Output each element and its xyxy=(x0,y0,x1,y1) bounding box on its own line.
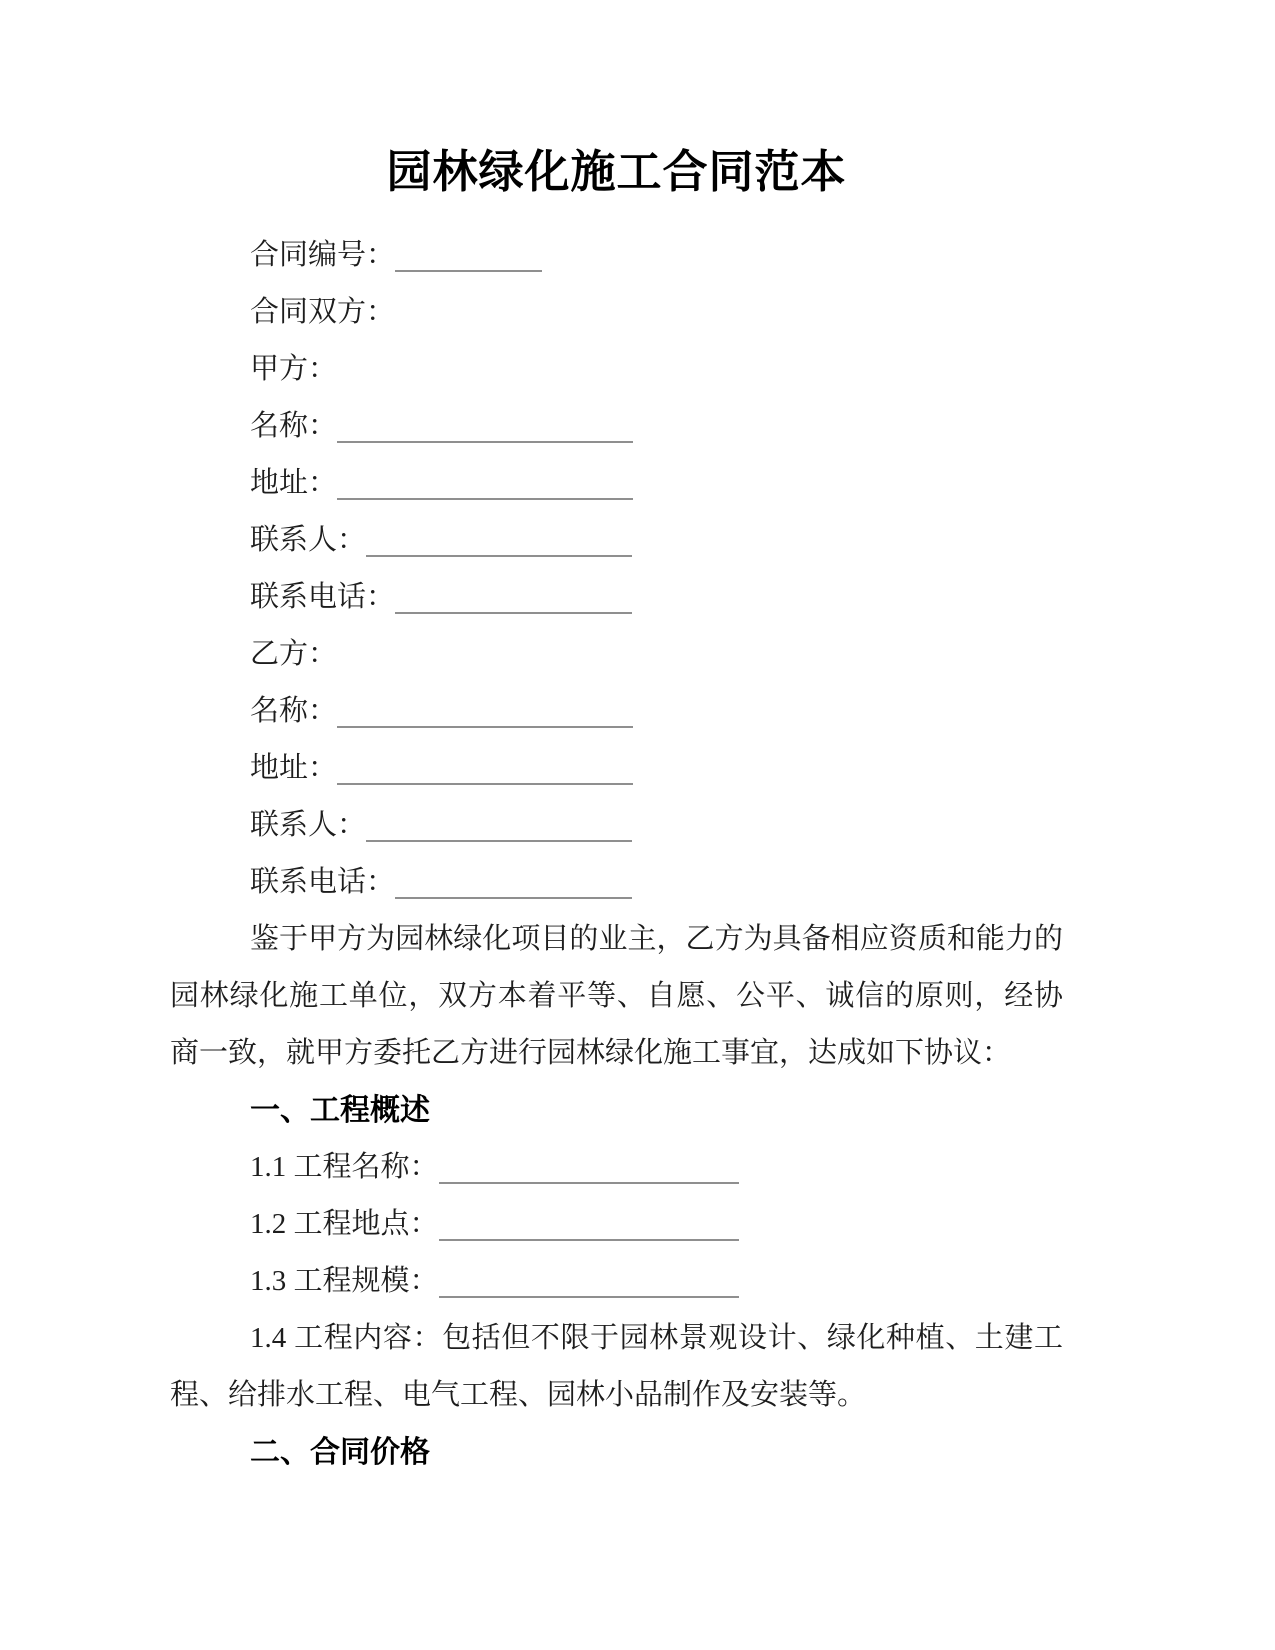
item-1-1-label: 1.1 工程名称： xyxy=(250,1151,439,1183)
field-party-b xyxy=(170,626,1063,683)
item-1-4-text: 程、给排水工程、电气工程、园林小品制作及安装等。 xyxy=(170,1379,867,1411)
blank-underline xyxy=(337,498,633,500)
preamble-text: 园林绿化施工单位，双方本着平等、自愿、公平、诚信的原则，经协 xyxy=(170,980,1063,1012)
section-2-heading-row xyxy=(170,1424,1063,1481)
section-1-heading-row xyxy=(170,1082,1063,1139)
contract-parties-label: 合同双方： xyxy=(250,296,396,328)
item-1-3-project-scale xyxy=(170,1253,1063,1310)
field-party-a-phone xyxy=(170,569,1063,626)
party-a-address-label: 地址： xyxy=(250,467,338,499)
party-a-phone-label: 联系电话： xyxy=(250,581,396,613)
field-party-b-phone xyxy=(170,854,1063,911)
party-b-name-label: 名称： xyxy=(250,695,338,727)
blank-underline xyxy=(337,441,633,443)
blank-underline xyxy=(366,840,632,842)
field-contract-number xyxy=(170,227,1063,284)
blank-underline xyxy=(439,1182,739,1184)
party-a-name-label: 名称： xyxy=(250,410,338,442)
field-party-b-address xyxy=(170,740,1063,797)
field-party-b-name xyxy=(170,683,1063,740)
field-party-a-name xyxy=(170,398,1063,455)
party-b-contact-label: 联系人： xyxy=(250,809,367,841)
item-1-2-label: 1.2 工程地点： xyxy=(250,1208,439,1240)
item-1-3-label: 1.3 工程规模： xyxy=(250,1265,439,1297)
field-party-a-address xyxy=(170,455,1063,512)
blank-underline xyxy=(337,783,633,785)
item-1-2-project-location xyxy=(170,1196,1063,1253)
party-a-contact-label: 联系人： xyxy=(250,524,367,556)
preamble-text: 鉴于甲方为园林绿化项目的业主，乙方为具备相应资质和能力的 xyxy=(250,923,1063,955)
party-b-address-label: 地址： xyxy=(250,752,338,784)
preamble-line-1 xyxy=(170,911,1063,968)
document-title: 园林绿化施工合同范本 xyxy=(386,147,847,197)
section-2-heading: 二、合同价格 xyxy=(250,1436,430,1469)
preamble-line-2 xyxy=(170,968,1063,1025)
field-contract-parties xyxy=(170,284,1063,341)
blank-underline xyxy=(439,1239,739,1241)
field-party-a-contact xyxy=(170,512,1063,569)
party-a-label: 甲方： xyxy=(250,353,338,385)
item-1-4-text: 1.4 工程内容：包括但不限于园林景观设计、绿化种植、土建工 xyxy=(250,1322,1063,1354)
blank-underline xyxy=(395,270,542,272)
item-1-4-project-content-line-2 xyxy=(170,1367,1063,1424)
preamble-line-3 xyxy=(170,1025,1063,1082)
blank-underline xyxy=(395,897,632,899)
preamble-text: 商一致，就甲方委托乙方进行园林绿化施工事宜，达成如下协议： xyxy=(170,1037,1012,1069)
party-b-label: 乙方： xyxy=(250,638,338,670)
blank-underline xyxy=(366,555,632,557)
blank-underline xyxy=(337,726,633,728)
field-party-b-contact xyxy=(170,797,1063,854)
blank-underline xyxy=(395,612,632,614)
field-party-a xyxy=(170,341,1063,398)
section-1-heading: 一、工程概述 xyxy=(250,1094,430,1127)
item-1-1-project-name xyxy=(170,1139,1063,1196)
item-1-4-project-content-line-1 xyxy=(170,1310,1063,1367)
party-b-phone-label: 联系电话： xyxy=(250,866,396,898)
contract-number-label: 合同编号： xyxy=(250,239,396,271)
blank-underline xyxy=(439,1296,739,1298)
